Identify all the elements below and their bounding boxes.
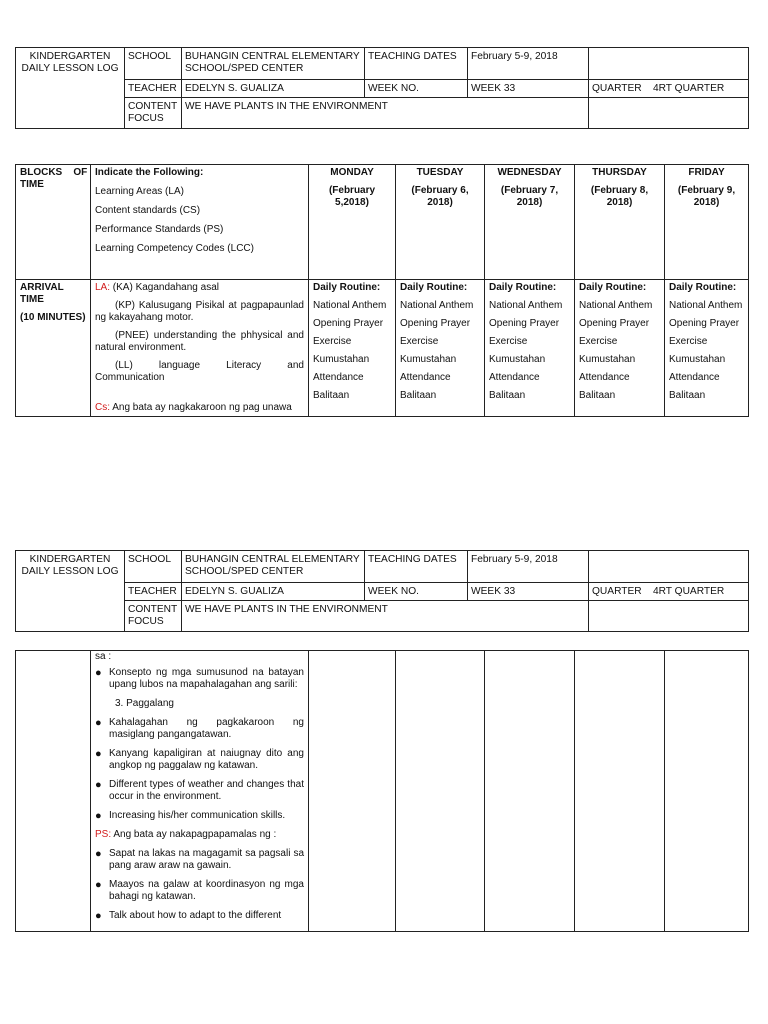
routine-item: National Anthem bbox=[669, 300, 743, 311]
empty-cell bbox=[589, 551, 749, 583]
routine-item: Opening Prayer bbox=[400, 318, 471, 329]
bullet-item: ● Kanyang kapaligiran at naiugnay dito ang angkop ng paggalaw ng katawan. bbox=[95, 748, 304, 771]
teacher-label: TEACHER bbox=[125, 583, 182, 601]
routine-item: Opening Prayer bbox=[313, 318, 384, 329]
learning-areas-cell bbox=[91, 280, 309, 417]
bullet-text: Different types of weather and changes that occur in the environment. bbox=[109, 779, 304, 802]
day-date: 2018) bbox=[693, 197, 720, 208]
bullet-text: Increasing his/her communication skills. bbox=[109, 810, 286, 821]
arrival-time-cell bbox=[16, 280, 91, 417]
la-kp: (KP) Kalusugang Pisikal at pagpapaunlad ng kakayahang motor. bbox=[95, 300, 304, 323]
bullet-text: Maayos na galaw at koordinasyon ng mga bahagi ng katawan. bbox=[109, 879, 304, 902]
routine-item: Balitaan bbox=[400, 390, 437, 401]
bullet-text: Konsepto ng mga sumusunod na batayan upang lubos na mapahalagahan ang sarili: bbox=[109, 667, 304, 690]
header-table-2 bbox=[15, 550, 749, 632]
day-date: 2018) bbox=[516, 197, 543, 208]
school-value-line1: BUHANGIN CENTRAL ELEMENTARY bbox=[185, 554, 360, 565]
kinder-line2: DAILY LESSON LOG bbox=[21, 63, 119, 74]
day-header-thursday bbox=[575, 165, 665, 280]
content-label-line2: FOCUS bbox=[128, 616, 164, 627]
routine-friday bbox=[665, 280, 749, 417]
routine-item: Kumustahan bbox=[669, 354, 726, 365]
routine-item: Balitaan bbox=[579, 390, 616, 401]
routine-item: Exercise bbox=[400, 336, 439, 347]
routine-item: National Anthem bbox=[400, 300, 474, 311]
school-value-line1: BUHANGIN CENTRAL ELEMENTARY bbox=[185, 51, 360, 62]
routine-item: Balitaan bbox=[489, 390, 526, 401]
empty-cell bbox=[589, 98, 749, 129]
day-header-wednesday bbox=[485, 165, 575, 280]
routine-item: Attendance bbox=[669, 372, 720, 383]
empty-cell bbox=[589, 601, 749, 632]
teacher-label: TEACHER bbox=[125, 80, 182, 98]
bullet-text: Kanyang kapaligiran at naiugnay dito ang angkop ng paggalaw ng katawan. bbox=[109, 748, 304, 771]
day-name: THURSDAY bbox=[592, 167, 647, 178]
routine-item: Opening Prayer bbox=[579, 318, 650, 329]
school-value bbox=[182, 48, 365, 80]
bullet-text: Talk about how to adapt to the different bbox=[109, 910, 282, 921]
routine-title: Daily Routine: bbox=[669, 282, 737, 293]
content-focus-label bbox=[125, 98, 182, 129]
blocks-cell-empty bbox=[16, 651, 91, 932]
week-no-value: WEEK 33 bbox=[468, 583, 589, 601]
routine-item: National Anthem bbox=[579, 300, 653, 311]
la-prefix: LA: bbox=[95, 282, 111, 293]
kinder-title bbox=[16, 551, 125, 632]
la-ll: (LL) language Literacy and Communication bbox=[95, 360, 304, 383]
school-label: SCHOOL bbox=[125, 48, 182, 80]
bullet-item: ● Talk about how to adapt to the different bbox=[95, 910, 304, 922]
indicate-item: Learning Areas (LA) bbox=[95, 186, 184, 197]
routine-monday bbox=[309, 280, 396, 417]
school-label: SCHOOL bbox=[125, 551, 182, 583]
content-focus-value: WE HAVE PLANTS IN THE ENVIRONMENT bbox=[182, 601, 589, 632]
day-date: 2018) bbox=[427, 197, 453, 208]
routine-title: Daily Routine: bbox=[313, 282, 381, 293]
routine-item: Balitaan bbox=[669, 390, 706, 401]
content-focus-value: WE HAVE PLANTS IN THE ENVIRONMENT bbox=[182, 98, 589, 129]
la-pnee: (PNEE) understanding the phhysical and natural environment. bbox=[95, 330, 304, 353]
bullet-text: Sapat na lakas na magagamit sa pagsali sa pang araw araw na gawain. bbox=[109, 848, 304, 871]
routine-item: National Anthem bbox=[313, 300, 387, 311]
ps-prefix: PS: bbox=[95, 829, 112, 840]
routine-wednesday bbox=[485, 280, 575, 417]
indicate-item: Performance Standards (PS) bbox=[95, 224, 224, 235]
blocks-of-time-header bbox=[16, 165, 91, 280]
content-focus-label bbox=[125, 601, 182, 632]
routine-title: Daily Routine: bbox=[400, 282, 468, 293]
day-name: FRIDAY bbox=[688, 167, 725, 178]
content-label-line2: FOCUS bbox=[128, 113, 164, 124]
day-date: (February 7, bbox=[500, 185, 559, 196]
cs-text: Ang bata ay nagkakaroon ng pag unawa bbox=[110, 402, 292, 413]
quarter-text: QUARTER 4RT QUARTER bbox=[589, 583, 749, 601]
school-value bbox=[182, 551, 365, 583]
sub-item: 3. Paggalang bbox=[115, 698, 174, 709]
indicate-title: Indicate the Following: bbox=[95, 167, 204, 178]
day-date: 2018) bbox=[606, 197, 633, 208]
cs-prefix: Cs: bbox=[95, 402, 110, 413]
header-table-1 bbox=[15, 47, 749, 129]
routine-item: Attendance bbox=[400, 372, 451, 383]
routine-item: Exercise bbox=[579, 336, 618, 347]
wednesday-cell-empty bbox=[485, 651, 575, 932]
day-header-tuesday bbox=[396, 165, 485, 280]
teaching-dates-label: TEACHING DATES bbox=[365, 551, 468, 583]
routine-item: Kumustahan bbox=[579, 354, 636, 365]
bullet-item: ● Kahalagahan ng pagkakaroon ng masiglang pangangatawan. bbox=[95, 717, 304, 740]
routine-item: Kumustahan bbox=[313, 354, 370, 365]
blocks-line2: TIME bbox=[20, 179, 44, 190]
routine-item: Opening Prayer bbox=[489, 318, 560, 329]
content-label-line1: CONTENT bbox=[128, 101, 178, 112]
school-value-line2: SCHOOL/SPED CENTER bbox=[185, 63, 304, 74]
teacher-value: EDELYN S. GUALIZA bbox=[182, 583, 365, 601]
routine-tuesday bbox=[396, 280, 485, 417]
routine-thursday bbox=[575, 280, 665, 417]
indicate-item: Content standards (CS) bbox=[95, 205, 201, 216]
bullet-text: Kahalagahan ng pagkakaroon ng masiglang pangangatawan. bbox=[109, 717, 304, 740]
day-name: WEDNESDAY bbox=[497, 167, 562, 178]
teacher-value: EDELYN S. GUALIZA bbox=[182, 80, 365, 98]
routine-item: Kumustahan bbox=[489, 354, 546, 365]
bullet-item: ● Increasing his/her communication skills. bbox=[95, 810, 304, 822]
day-date: (February 8, bbox=[590, 185, 649, 196]
day-header-monday bbox=[309, 165, 396, 280]
arrival-line1: ARRIVAL bbox=[20, 282, 64, 293]
routine-item: Exercise bbox=[313, 336, 352, 347]
day-name: MONDAY bbox=[330, 167, 374, 178]
bullet-item: ● Different types of weather and changes that occur in the environment. bbox=[95, 779, 304, 802]
routine-item: Attendance bbox=[313, 372, 364, 383]
routine-item: Attendance bbox=[579, 372, 630, 383]
monday-cell-empty bbox=[309, 651, 396, 932]
teaching-dates-value: February 5-9, 2018 bbox=[468, 551, 589, 583]
week-no-label: WEEK NO. bbox=[365, 80, 468, 98]
routine-item: Opening Prayer bbox=[669, 318, 740, 329]
arrival-line2: TIME bbox=[20, 294, 44, 305]
routine-title: Daily Routine: bbox=[579, 282, 647, 293]
routine-item: Exercise bbox=[489, 336, 528, 347]
tuesday-cell-empty bbox=[396, 651, 485, 932]
empty-cell bbox=[589, 48, 749, 80]
indicate-item: Learning Competency Codes (LCC) bbox=[95, 243, 254, 254]
routine-item: Exercise bbox=[669, 336, 708, 347]
bullet-item: ● Maayos na galaw at koordinasyon ng mga bahagi ng katawan. bbox=[95, 879, 304, 902]
friday-cell-empty bbox=[665, 651, 749, 932]
kinder-title bbox=[16, 48, 125, 129]
routine-item: National Anthem bbox=[489, 300, 563, 311]
day-date: (February 6, bbox=[411, 185, 469, 196]
day-name: TUESDAY bbox=[416, 167, 464, 178]
week-no-value: WEEK 33 bbox=[468, 80, 589, 98]
kinder-line1: KINDERGARTEN bbox=[29, 51, 111, 62]
school-value-line2: SCHOOL/SPED CENTER bbox=[185, 566, 304, 577]
blocks-line1: BLOCKS OF bbox=[20, 167, 88, 178]
teaching-dates-label: TEACHING DATES bbox=[365, 48, 468, 80]
day-date: (February bbox=[328, 185, 376, 196]
la-first: (KA) Kagandahang asal bbox=[110, 282, 219, 293]
ps-text: Ang bata ay nakapagpapamalas ng : bbox=[111, 829, 277, 840]
bullet-item: ● Konsepto ng mga sumusunod na batayan upang lubos na mapahalagahan ang sarili: bbox=[95, 667, 304, 690]
lesson-plan-table bbox=[15, 164, 749, 417]
thursday-cell-empty bbox=[575, 651, 665, 932]
kinder-line1: KINDERGARTEN bbox=[29, 554, 111, 565]
teaching-dates-value: February 5-9, 2018 bbox=[468, 48, 589, 80]
day-header-friday bbox=[665, 165, 749, 280]
day-date: 5,2018) bbox=[335, 197, 369, 208]
routine-title: Daily Routine: bbox=[489, 282, 557, 293]
routine-item: Kumustahan bbox=[400, 354, 457, 365]
bullet-item: ● Sapat na lakas na magagamit sa pagsali sa pang araw araw na gawain. bbox=[95, 848, 304, 871]
quarter-text: QUARTER 4RT QUARTER bbox=[589, 80, 749, 98]
continuation-table bbox=[15, 650, 749, 932]
content-label-line1: CONTENT bbox=[128, 604, 178, 615]
day-date: (February 9, bbox=[677, 185, 736, 196]
routine-item: Balitaan bbox=[313, 390, 350, 401]
standards-continuation-cell bbox=[91, 651, 309, 932]
arrival-duration: (10 MINUTES) bbox=[20, 312, 86, 323]
sa-text: sa : bbox=[95, 651, 112, 662]
routine-item: Attendance bbox=[489, 372, 540, 383]
kinder-line2: DAILY LESSON LOG bbox=[21, 566, 119, 577]
week-no-label: WEEK NO. bbox=[365, 583, 468, 601]
indicate-header bbox=[91, 165, 309, 280]
